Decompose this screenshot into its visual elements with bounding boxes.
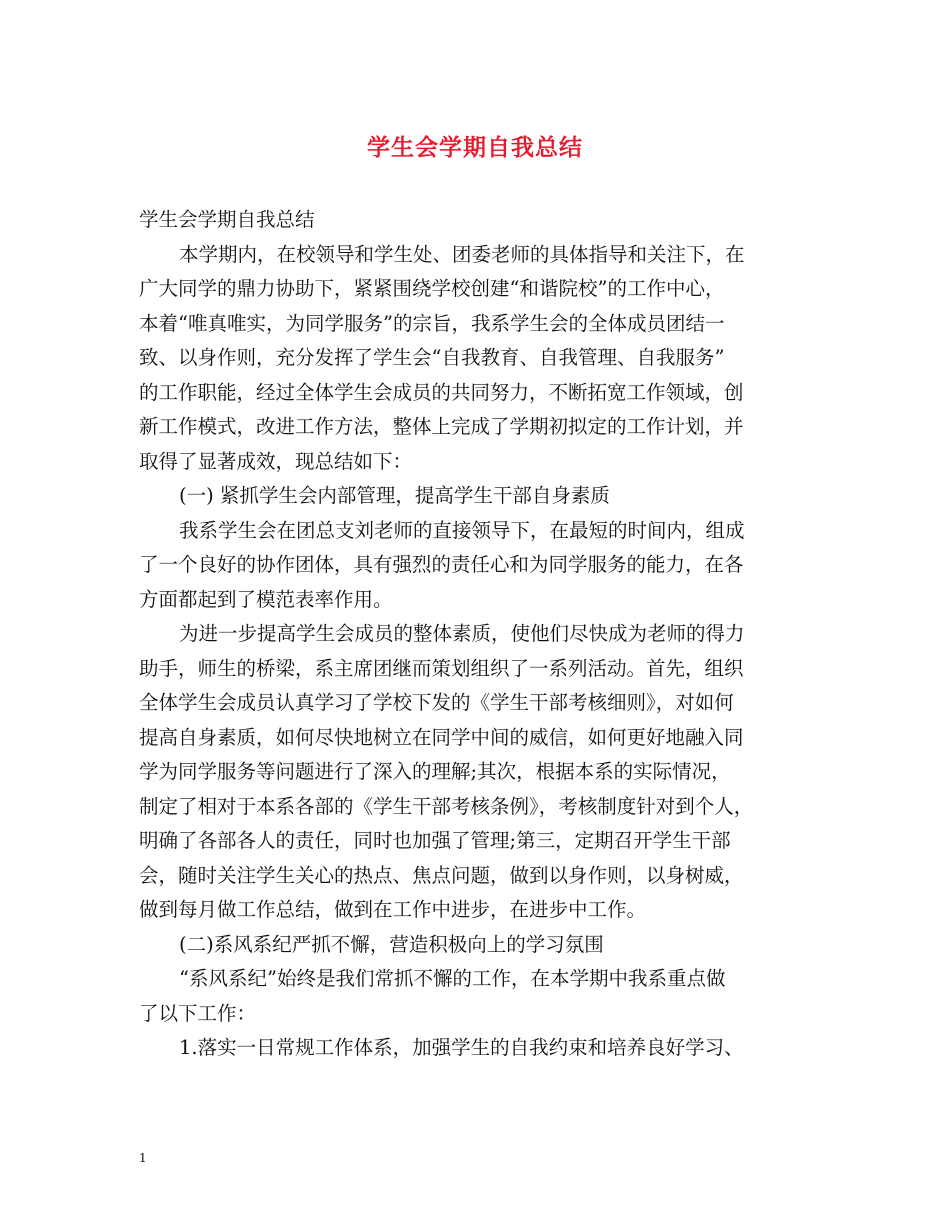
page-title: 学生会学期自我总结 — [367, 135, 583, 161]
text-line: 学为同学服务等问题进行了深入的理解;其次，根据本系的实际情况， — [139, 760, 731, 783]
text-line: 全体学生会成员认真学习了学校下发的《学生干部考核细则》，对如何 — [139, 691, 734, 714]
page-number: 1 — [139, 1151, 147, 1165]
text-line: 助手，师生的桥梁，系主席团继而策划组织了一系列活动。首先，组织 — [139, 656, 744, 680]
text-line: (二)系风系纪严抓不懈，营造积极向上的学习氛围 — [179, 932, 604, 956]
text-line: 本学期内，在校领导和学生处、团委老师的具体指导和关注下，在 — [179, 242, 745, 266]
text-line: 的工作职能，经过全体学生会成员的共同努力，不断拓宽工作领域，创 — [139, 380, 744, 404]
text-line: 广大同学的鼎力协助下，紧紧围绕学校创建“和谐院校”的工作中心， — [139, 277, 725, 300]
text-line: 致、以身作则，充分发挥了学生会“自我教育、自我管理、自我服务” — [139, 346, 725, 369]
text-line: 本着“唯真唯实，为同学服务”的宗旨，我系学生会的全体成员团结一 — [139, 311, 725, 335]
text-line: “系风系纪”始终是我们常抓不懈的工作，在本学期中我系重点做 — [179, 967, 726, 990]
text-line: 我系学生会在团总支刘老师的直接领导下，在最短的时间内，组成 — [179, 518, 745, 542]
text-line: 做到每月做工作总结，做到在工作中进步，在进步中工作。 — [139, 898, 647, 921]
text-line: 新工作模式，改进工作方法，整体上完成了学期初拟定的工作计划，并 — [139, 415, 744, 438]
text-line: 方面都起到了模范表率作用。 — [139, 587, 393, 611]
text-line: 为进一步提高学生会成员的整体素质，使他们尽快成为老师的得力 — [179, 622, 745, 645]
text-line: 会，随时关注学生关心的热点、焦点问题，做到以身作则，以身树威， — [139, 863, 744, 887]
text-line: 提高自身素质，如何尽快地树立在同学中间的威信，如何更好地融入同 — [139, 725, 744, 749]
text-line: 明确了各部各人的责任，同时也加强了管理;第三，定期召开学生干部 — [139, 829, 731, 852]
text-line: 制定了相对于本系各部的《学生干部考核条例》，考核制度针对到个人， — [139, 794, 754, 818]
text-line: 学生会学期自我总结 — [139, 208, 315, 231]
text-line: 了一个良好的协作团体，具有强烈的责任心和为同学服务的能力，在各 — [139, 553, 744, 576]
text-line: 取得了显著成效，现总结如下： — [139, 449, 413, 473]
document-body — [139, 203, 819, 1066]
text-line: (一) 紧抓学生会内部管理，提高学生干部自身素质 — [179, 484, 610, 507]
text-line: 1.落实一日常规工作体系，加强学生的自我约束和培养良好学习、 — [179, 1036, 744, 1059]
text-line: 了以下工作： — [139, 1001, 257, 1025]
